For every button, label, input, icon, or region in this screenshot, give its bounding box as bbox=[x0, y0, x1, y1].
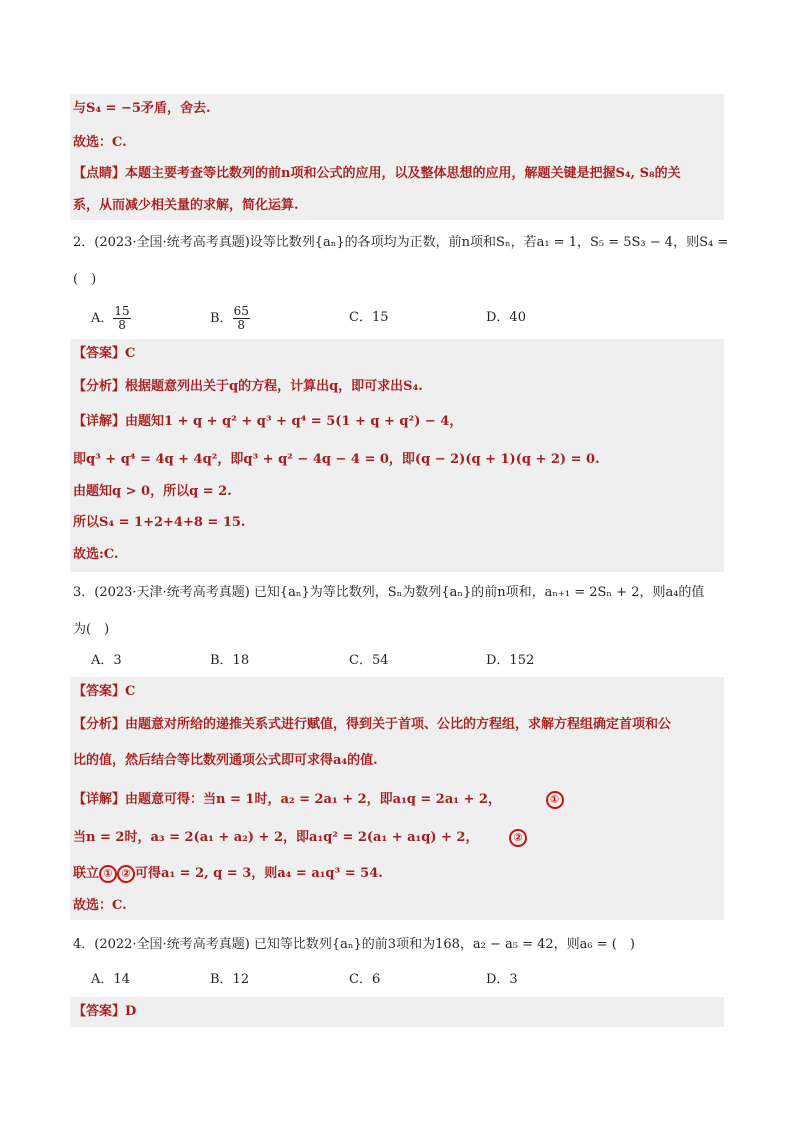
q2-answer: 【答案】C bbox=[73, 346, 136, 361]
q3-option-a: A．3 bbox=[91, 653, 122, 668]
circled-one-ref: ① bbox=[99, 865, 117, 883]
q4-option-d: D．3 bbox=[486, 972, 518, 987]
q4-option-b: B．12 bbox=[210, 972, 250, 987]
q2-stem-line-2: ( ) bbox=[73, 272, 97, 287]
q1-remark-line-1: 【点睛】本题主要考查等比数列的前n项和公式的应用，以及整体思想的应用，解题关键是把握S₄, S₈的关 bbox=[73, 166, 681, 181]
circled-two-marker: ② bbox=[509, 829, 527, 847]
q2-detail-4: 所以S₄ = 1+2+4+8 = 15. bbox=[73, 515, 246, 530]
q3-option-b: B．18 bbox=[210, 653, 250, 668]
q3-detail-3-text: 可得a₁ = 2, q = 3，则a₄ = a₁q³ = 54. bbox=[135, 866, 383, 881]
q2-option-a bbox=[91, 305, 131, 332]
q3-answer: 【答案】C bbox=[73, 684, 136, 699]
q1-conclusion-line: 与S₄ = −5矛盾，舍去. bbox=[73, 101, 211, 116]
q4-stem: 4．(2022·全国·统考高考真题) 已知等比数列{aₙ}的前3项和为168，a₂ − a₅ = 42，则a₆ = ( ) bbox=[73, 937, 635, 952]
q2-option-c: C．15 bbox=[349, 310, 389, 325]
q3-analysis-1: 【分析】由题意对所给的递推关系式进行赋值，得到关于首项、公比的方程组，求解方程组确定首项和公 bbox=[73, 717, 672, 732]
circled-two-ref: ② bbox=[117, 865, 135, 883]
q3-detail-3 bbox=[73, 864, 383, 884]
q2-stem-line-1: 2．(2023·全国·统考高考真题)设等比数列{aₙ}的各项均为正数，前n项和Sₙ，若a₁ = 1，S₅ = 5S₃ − 4，则S₄ = bbox=[73, 235, 729, 250]
q2-option-a-label: A． bbox=[91, 311, 114, 326]
q2-option-d: D．40 bbox=[486, 310, 526, 325]
q2-detail-3: 由题知q > 0，所以q = 2. bbox=[73, 484, 232, 499]
q2-option-b-label: B． bbox=[210, 311, 233, 326]
q2-detail-1: 【详解】由题知1 + q + q² + q³ + q⁴ = 5(1 + q + q²) − 4， bbox=[73, 414, 463, 429]
q2-option-b-fraction: $\frac{65}{8}$ bbox=[233, 304, 249, 332]
solution-block-q4 bbox=[70, 997, 724, 1027]
q3-detail-2 bbox=[73, 828, 527, 848]
q4-option-c: C．6 bbox=[349, 972, 381, 987]
q3-detail-2-text: 当n = 2时，a₃ = 2(a₁ + a₂) + 2，即a₁q² = 2(a₁ + a₁q) + 2， bbox=[73, 830, 479, 845]
q2-analysis: 【分析】根据题意列出关于q的方程，计算出q，即可求出S₄. bbox=[73, 379, 423, 394]
q2-option-a-fraction: $\frac{15}{8}$ bbox=[114, 304, 130, 332]
q3-detail-1 bbox=[73, 790, 564, 810]
q3-option-c: C．54 bbox=[349, 653, 389, 668]
q2-detail-5: 故选:C. bbox=[73, 547, 119, 562]
q3-analysis-2: 比的值，然后结合等比数列通项公式即可求得a₄的值. bbox=[73, 753, 378, 768]
q4-option-a: A．14 bbox=[91, 972, 130, 987]
q4-answer: 【答案】D bbox=[73, 1004, 137, 1019]
q3-detail-4: 故选：C. bbox=[73, 898, 127, 913]
circled-one-marker: ① bbox=[546, 791, 564, 809]
q2-detail-2: 即q³ + q⁴ = 4q + 4q²，即q³ + q² − 4q − 4 = 0，即(q − 2)(q + 1)(q + 2) = 0. bbox=[73, 452, 600, 467]
q3-stem-line-2: 为( ) bbox=[73, 622, 110, 637]
q1-remark-line-2: 系，从而减少相关量的求解，简化运算. bbox=[73, 198, 299, 213]
q3-stem-line-1: 3．(2023·天津·统考高考真题) 已知{aₙ}为等比数列，Sₙ为数列{aₙ}的前n项和，aₙ₊₁ = 2Sₙ + 2，则a₄的值 bbox=[73, 585, 705, 600]
q3-option-d: D．152 bbox=[486, 653, 535, 668]
q2-option-b bbox=[210, 305, 250, 332]
q3-detail-1-text: 【详解】由题意可得：当n = 1时，a₂ = 2a₁ + 2，即a₁q = 2a₁ + 2， bbox=[73, 792, 501, 807]
q3-detail-3-prefix: 联立 bbox=[73, 866, 100, 881]
q1-choice-line: 故选：C. bbox=[73, 135, 127, 150]
